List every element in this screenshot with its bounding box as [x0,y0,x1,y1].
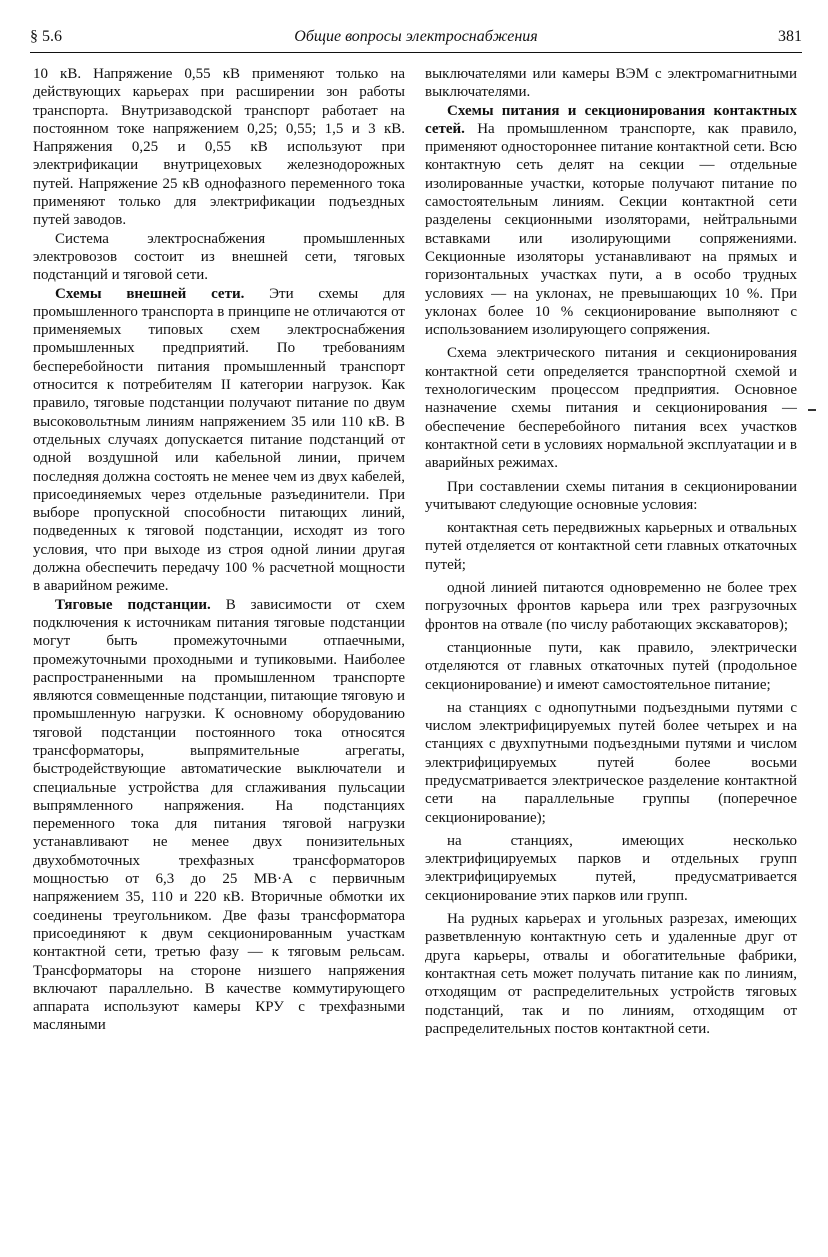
page-number: 381 [778,28,802,45]
running-title: Общие вопросы электроснабжения [294,28,538,45]
paragraph: Схема электрического питания и секционирования контактной сети определяется транспортной схемой и технологическим процессом предприятия. Основное назначение схемы питания и секционирования — обеспечение бесперебойного питания всех участков контактной сети в условиях нормальной эксплуатации и в аварийных режимах. [425,345,797,472]
paragraph-body: На промышленном транспорте, как правило, применяют одностороннее питание контактной сети. Всю контактную сеть делят на секции — отдельные изолированные участки, которые получают питание по самостоятельным линиям. Секции контактной сети разделены секционными изоляторами, нейтральными вставками или изолирующими сопряжениями. Секционные изоляторы устанавливают на прямых и горизонтальных участках пути, а в особо трудных условиях — на уклонах, не превышающих 10 %. При уклонах более 10 % секционирование выполняют с использованием изолирующего сопряжения. [425,120,797,339]
run-in-heading: Схемы внешней сети. [55,285,245,302]
condition-item: станционные пути, как правило, электрически отделяются от главных откаточных путей (продольное секционирование) и имеют самостоятельное питание; [425,639,797,693]
condition-item: контактная сеть передвижных карьерных и отвальных путей отделяется от контактной сети главных откаточных путей; [425,520,797,573]
paragraph: выключателями или камеры ВЭМ с электромагнитными выключателями. [425,66,797,101]
paragraph: Система электроснабжения промышленных электровозов состоит из внешней сети, тяговых подстанций и тяговой сети. [33,230,405,284]
left-column [33,65,405,1250]
running-header [30,24,802,52]
paragraph-supply-schemes [425,102,797,340]
paragraph-body: В зависимости от схем подключения к источникам питания тяговые подстанции могут быть промежуточными отпаечными, промежуточными проходными и тупиковыми. Наиболее распространенными на промышленном транспорте являются совмещенные подстанции, питающие тяговую и промышленную нагрузки. К основному оборудованию тяговой подстанции постоянного тока относятся трансформаторы, выпрямительные агрегаты, быстродействующие автоматические выключатели и специальные устройства для сглаживания пульсации выпрямленного напряжения. На подстанциях переменного тока для питания тяговой нагрузки устанавливают не менее двух понизительных двухобмоточных трехфазных трансформаторов мощностью от 6,3 до 25 МВ·А с первичным напряжением 35, 110 и 220 кВ. Вторичные обмотки их соединены треугольником. Две фазы трансформатора присоединяют к двум секционированным участкам контактной сети, третью фазу — к тяговым рельсам. Трансформаторы на стороне низшего напряжения включают параллельно. В качестве коммутирующего аппарата используют камеры КРУ с трехфазными масляными [33,596,405,1034]
paragraph-body: Эти схемы для промышленного транспорта в принципе не отличаются от применяемых типовых схем электроснабжения промышленных предприятий. По требованиям бесперебойности питания промышленный транспорт относится к потребителям II категории нагрузок. Как правило, тяговые подстанции получают питание по двум высоковольтным линиям напряжением 35 или 110 кВ. В отдельных случаях допускается питание подстанций от одной воздушной или кабельной линии, причем последняя должна состоять не менее чем из двух кабелей, присоединяемых через отдельные разъединители. При выборе пропускной способности питающих линий, подведенных к тяговой подстанции, исходят из того условия, что при выходе из строя одной линии другая должна обеспечить передачу 100 % расчетной мощности в аварийном режиме. [33,285,405,595]
paragraph: На рудных карьерах и угольных разрезах, имеющих разветвленную контактную сеть и удаленные друг от друга карьеры, отвалы и обогатительные фабрики, контактная сеть может получать питание как по линиям, отходящим от распределительных устройств тяговых подстанций, так и по линиям, отходящим от распределительных постов контактной сети. [425,911,797,1037]
condition-item: на станциях, имеющих несколько электрифицируемых парков и отдельных групп электрифицируемых путей, предусматривается секционирование этих парков или групп. [425,832,797,904]
paragraph: 10 кВ. Напряжение 0,55 кВ применяют только на действующих карьерах при расширении зон работы транспорта. Внутризаводской транспорт работает на постоянном токе напряжением 0,25; 0,55; 1,5 и 3 кВ. Напряжения 0,25 и 0,55 кВ используют при электрификации внутрицеховых железнодорожных путей. Напряжение 25 кВ однофазного переменного тока применяют только для электрификации подъездных путей заводов. [33,66,405,229]
header-rule [30,52,802,53]
paragraph: При составлении схемы питания в секционировании учитывают следующие основные условия: [425,478,797,513]
right-column [425,65,797,1250]
condition-item: на станциях с однопутными подъездными путями с числом электрифицируемых путей более четырех и на станциях с двухпутными подъездными путями и числом электрифицируемых путей более восьми предусматривается электрическое разделение контактной сети на параллельные группы (поперечное секционирование); [425,699,797,826]
margin-mark [808,409,816,411]
run-in-heading: Тяговые подстанции. [55,596,211,613]
paragraph-traction-substations [33,596,405,1035]
run-in-heading: Схемы питания и секционирования контактных сетей. [425,102,797,137]
section-number: § 5.6 [30,28,62,45]
paragraph-external-network [33,285,405,596]
condition-item: одной линией питаются одновременно не более трех погрузочных фронтов карьера или трех разгрузочных фронтов на отвале (по числу работающих экскаваторов); [425,580,797,633]
